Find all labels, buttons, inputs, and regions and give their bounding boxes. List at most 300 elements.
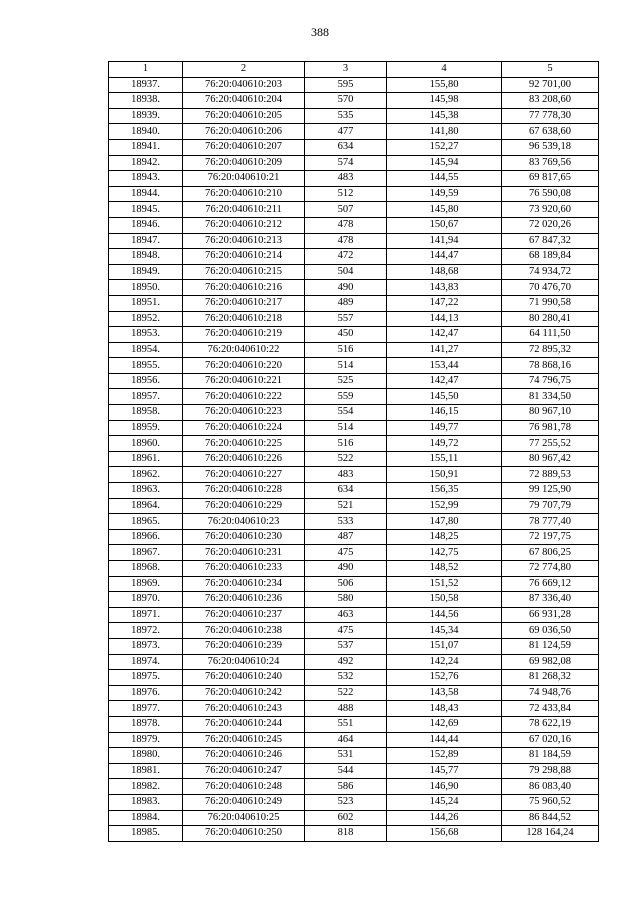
cadastral-number-cell: 76:20:040610:242 [183,685,305,701]
row-number-cell: 18946. [109,217,183,233]
cadastral-number-cell: 76:20:040610:233 [183,561,305,577]
rate-cell: 143,83 [387,280,502,296]
cadastral-number-cell: 76:20:040610:210 [183,186,305,202]
row-number-cell: 18951. [109,295,183,311]
rate-cell: 144,47 [387,249,502,265]
area-cell: 506 [305,576,387,592]
rate-cell: 145,34 [387,623,502,639]
cadastral-number-cell: 76:20:040610:23 [183,514,305,530]
cadastral-number-cell: 76:20:040610:204 [183,93,305,109]
rate-cell: 142,75 [387,545,502,561]
table-row [109,389,599,405]
row-number-cell: 18947. [109,233,183,249]
value-cell: 72 020,26 [502,217,599,233]
cadastral-number-cell: 76:20:040610:24 [183,654,305,670]
rate-cell: 150,67 [387,217,502,233]
value-cell: 77 778,30 [502,108,599,124]
table-row [109,155,599,171]
cadastral-number-cell: 76:20:040610:249 [183,794,305,810]
value-cell: 78 622,19 [502,716,599,732]
row-number-cell: 18949. [109,264,183,280]
table-row [109,467,599,483]
rate-cell: 144,56 [387,607,502,623]
row-number-cell: 18970. [109,592,183,608]
page-number: 388 [311,25,329,39]
area-cell: 537 [305,638,387,654]
value-cell: 72 889,53 [502,467,599,483]
rate-cell: 152,89 [387,748,502,764]
cadastral-number-cell: 76:20:040610:224 [183,420,305,436]
value-cell: 68 189,84 [502,249,599,265]
cadastral-number-cell: 76:20:040610:228 [183,483,305,499]
value-cell: 66 931,28 [502,607,599,623]
value-cell: 92 701,00 [502,77,599,93]
rate-cell: 141,27 [387,342,502,358]
area-cell: 507 [305,202,387,218]
rate-cell: 155,80 [387,77,502,93]
value-cell: 77 255,52 [502,436,599,452]
value-cell: 72 433,84 [502,701,599,717]
rate-cell: 145,80 [387,202,502,218]
area-cell: 492 [305,654,387,670]
table-row [109,670,599,686]
table-row [109,748,599,764]
value-cell: 86 083,40 [502,779,599,795]
rate-cell: 145,94 [387,155,502,171]
table-row [109,638,599,654]
area-cell: 544 [305,763,387,779]
row-number-cell: 18940. [109,124,183,140]
rate-cell: 142,47 [387,373,502,389]
table-row [109,451,599,467]
rate-cell: 144,44 [387,732,502,748]
table-row [109,171,599,187]
table-header [109,62,599,78]
area-cell: 532 [305,670,387,686]
row-number-cell: 18975. [109,670,183,686]
table-row [109,794,599,810]
value-cell: 69 036,50 [502,623,599,639]
cadastral-number-cell: 76:20:040610:250 [183,826,305,842]
area-cell: 595 [305,77,387,93]
column-header-1: 1 [109,62,183,78]
rate-cell: 142,69 [387,716,502,732]
area-cell: 586 [305,779,387,795]
table-row [109,763,599,779]
cadastral-number-cell: 76:20:040610:225 [183,436,305,452]
rate-cell: 144,55 [387,171,502,187]
area-cell: 551 [305,716,387,732]
row-number-cell: 18966. [109,529,183,545]
table-row [109,420,599,436]
row-number-cell: 18977. [109,701,183,717]
rate-cell: 152,27 [387,139,502,155]
rate-cell: 146,15 [387,405,502,421]
row-number-cell: 18956. [109,373,183,389]
area-cell: 490 [305,561,387,577]
row-number-cell: 18937. [109,77,183,93]
value-cell: 81 334,50 [502,389,599,405]
row-number-cell: 18980. [109,748,183,764]
area-cell: 512 [305,186,387,202]
row-number-cell: 18962. [109,467,183,483]
area-cell: 475 [305,623,387,639]
rate-cell: 142,47 [387,327,502,343]
value-cell: 76 981,78 [502,420,599,436]
rate-cell: 145,38 [387,108,502,124]
table-row [109,826,599,842]
value-cell: 81 184,59 [502,748,599,764]
rate-cell: 148,25 [387,529,502,545]
value-cell: 79 707,79 [502,498,599,514]
table-row [109,139,599,155]
row-number-cell: 18978. [109,716,183,732]
area-cell: 489 [305,295,387,311]
cadastral-number-cell: 76:20:040610:205 [183,108,305,124]
rate-cell: 155,11 [387,451,502,467]
value-cell: 78 777,40 [502,514,599,530]
cadastral-number-cell: 76:20:040610:240 [183,670,305,686]
row-number-cell: 18985. [109,826,183,842]
rate-cell: 142,24 [387,654,502,670]
cadastral-number-cell: 76:20:040610:223 [183,405,305,421]
table-row [109,373,599,389]
area-cell: 516 [305,436,387,452]
cadastral-number-cell: 76:20:040610:239 [183,638,305,654]
area-cell: 557 [305,311,387,327]
rate-cell: 149,77 [387,420,502,436]
table-row [109,327,599,343]
rate-cell: 152,76 [387,670,502,686]
table-row [109,202,599,218]
rate-cell: 145,24 [387,794,502,810]
area-cell: 450 [305,327,387,343]
table-row [109,249,599,265]
area-cell: 559 [305,389,387,405]
rate-cell: 141,94 [387,233,502,249]
row-number-cell: 18974. [109,654,183,670]
value-cell: 69 817,65 [502,171,599,187]
area-cell: 487 [305,529,387,545]
row-number-cell: 18984. [109,810,183,826]
table-row [109,545,599,561]
area-cell: 818 [305,826,387,842]
rate-cell: 147,80 [387,514,502,530]
rate-cell: 145,98 [387,93,502,109]
cadastral-number-cell: 76:20:040610:206 [183,124,305,140]
area-cell: 535 [305,108,387,124]
rate-cell: 145,77 [387,763,502,779]
row-number-cell: 18954. [109,342,183,358]
table-row [109,732,599,748]
table-row [109,311,599,327]
table-row [109,716,599,732]
row-number-cell: 18968. [109,561,183,577]
rate-cell: 147,22 [387,295,502,311]
area-cell: 634 [305,483,387,499]
area-cell: 522 [305,451,387,467]
area-cell: 475 [305,545,387,561]
table-row [109,607,599,623]
value-cell: 74 948,76 [502,685,599,701]
row-number-cell: 18981. [109,763,183,779]
cadastral-number-cell: 76:20:040610:217 [183,295,305,311]
value-cell: 99 125,90 [502,483,599,499]
area-cell: 477 [305,124,387,140]
rate-cell: 148,43 [387,701,502,717]
value-cell: 72 895,32 [502,342,599,358]
cadastral-number-cell: 76:20:040610:221 [183,373,305,389]
value-cell: 128 164,24 [502,826,599,842]
area-cell: 521 [305,498,387,514]
cadastral-number-cell: 76:20:040610:238 [183,623,305,639]
value-cell: 70 476,70 [502,280,599,296]
table-row [109,529,599,545]
area-cell: 634 [305,139,387,155]
table-row [109,701,599,717]
row-number-cell: 18939. [109,108,183,124]
table-row [109,810,599,826]
rate-cell: 143,58 [387,685,502,701]
cadastral-number-cell: 76:20:040610:230 [183,529,305,545]
column-header-4: 4 [387,62,502,78]
table-row [109,483,599,499]
row-number-cell: 18961. [109,451,183,467]
cadastral-number-cell: 76:20:040610:213 [183,233,305,249]
rate-cell: 149,72 [387,436,502,452]
area-cell: 478 [305,233,387,249]
row-number-cell: 18948. [109,249,183,265]
value-cell: 71 990,58 [502,295,599,311]
cadastral-number-cell: 76:20:040610:212 [183,217,305,233]
cadastral-number-cell: 76:20:040610:203 [183,77,305,93]
rate-cell: 145,50 [387,389,502,405]
table-row [109,654,599,670]
row-number-cell: 18979. [109,732,183,748]
value-cell: 64 111,50 [502,327,599,343]
area-cell: 483 [305,171,387,187]
table-row [109,779,599,795]
value-cell: 69 982,08 [502,654,599,670]
row-number-cell: 18958. [109,405,183,421]
rate-cell: 141,80 [387,124,502,140]
row-number-cell: 18943. [109,171,183,187]
value-cell: 83 769,56 [502,155,599,171]
cadastral-number-cell: 76:20:040610:247 [183,763,305,779]
cadastral-number-cell: 76:20:040610:234 [183,576,305,592]
rate-cell: 150,58 [387,592,502,608]
column-header-3: 3 [305,62,387,78]
row-number-cell: 18964. [109,498,183,514]
table-row [109,108,599,124]
row-number-cell: 18960. [109,436,183,452]
cadastral-number-cell: 76:20:040610:244 [183,716,305,732]
table-row [109,576,599,592]
area-cell: 464 [305,732,387,748]
table-row [109,93,599,109]
area-cell: 531 [305,748,387,764]
value-cell: 80 280,41 [502,311,599,327]
area-cell: 523 [305,794,387,810]
row-number-cell: 18952. [109,311,183,327]
rate-cell: 151,52 [387,576,502,592]
row-number-cell: 18982. [109,779,183,795]
table-row [109,498,599,514]
row-number-cell: 18942. [109,155,183,171]
area-cell: 554 [305,405,387,421]
row-number-cell: 18969. [109,576,183,592]
rate-cell: 151,07 [387,638,502,654]
cadastral-number-cell: 76:20:040610:21 [183,171,305,187]
table-row [109,295,599,311]
table-row [109,217,599,233]
area-cell: 570 [305,93,387,109]
area-cell: 490 [305,280,387,296]
table-row [109,561,599,577]
cadastral-number-cell: 76:20:040610:22 [183,342,305,358]
cadastral-number-cell: 76:20:040610:219 [183,327,305,343]
row-number-cell: 18944. [109,186,183,202]
value-cell: 80 967,10 [502,405,599,421]
value-cell: 72 197,75 [502,529,599,545]
cadastral-number-cell: 76:20:040610:25 [183,810,305,826]
area-cell: 522 [305,685,387,701]
value-cell: 75 960,52 [502,794,599,810]
value-cell: 73 920,60 [502,202,599,218]
area-cell: 472 [305,249,387,265]
rate-cell: 156,35 [387,483,502,499]
value-cell: 80 967,42 [502,451,599,467]
rate-cell: 153,44 [387,358,502,374]
row-number-cell: 18967. [109,545,183,561]
rate-cell: 152,99 [387,498,502,514]
value-cell: 86 844,52 [502,810,599,826]
area-cell: 525 [305,373,387,389]
row-number-cell: 18938. [109,93,183,109]
value-cell: 87 336,40 [502,592,599,608]
table-row [109,436,599,452]
row-number-cell: 18973. [109,638,183,654]
rate-cell: 146,90 [387,779,502,795]
table-row [109,233,599,249]
rate-cell: 144,26 [387,810,502,826]
value-cell: 78 868,16 [502,358,599,374]
table-row [109,592,599,608]
value-cell: 67 847,32 [502,233,599,249]
row-number-cell: 18972. [109,623,183,639]
area-cell: 514 [305,358,387,374]
cadastral-number-cell: 76:20:040610:226 [183,451,305,467]
cadastral-number-cell: 76:20:040610:236 [183,592,305,608]
rate-cell: 149,59 [387,186,502,202]
cadastral-number-cell: 76:20:040610:229 [183,498,305,514]
rate-cell: 156,68 [387,826,502,842]
value-cell: 96 539,18 [502,139,599,155]
row-number-cell: 18959. [109,420,183,436]
cadastral-number-cell: 76:20:040610:215 [183,264,305,280]
value-cell: 81 124,59 [502,638,599,654]
area-cell: 463 [305,607,387,623]
row-number-cell: 18965. [109,514,183,530]
table-row [109,124,599,140]
table-row [109,264,599,280]
cadastral-number-cell: 76:20:040610:227 [183,467,305,483]
area-cell: 483 [305,467,387,483]
rate-cell: 144,13 [387,311,502,327]
table-row [109,280,599,296]
row-number-cell: 18941. [109,139,183,155]
row-number-cell: 18957. [109,389,183,405]
rate-cell: 150,91 [387,467,502,483]
value-cell: 72 774,80 [502,561,599,577]
row-number-cell: 18983. [109,794,183,810]
value-cell: 74 796,75 [502,373,599,389]
area-cell: 516 [305,342,387,358]
cadastral-number-cell: 76:20:040610:214 [183,249,305,265]
table-row [109,77,599,93]
row-number-cell: 18963. [109,483,183,499]
value-cell: 83 208,60 [502,93,599,109]
data-table [108,61,599,842]
cadastral-number-cell: 76:20:040610:231 [183,545,305,561]
value-cell: 76 590,08 [502,186,599,202]
table-row [109,342,599,358]
table-row [109,685,599,701]
row-number-cell: 18955. [109,358,183,374]
value-cell: 67 638,60 [502,124,599,140]
cadastral-number-cell: 76:20:040610:209 [183,155,305,171]
cadastral-number-cell: 76:20:040610:207 [183,139,305,155]
rate-cell: 148,68 [387,264,502,280]
table-row [109,514,599,530]
table-body [109,77,599,841]
area-cell: 514 [305,420,387,436]
area-cell: 602 [305,810,387,826]
table-row [109,186,599,202]
cadastral-number-cell: 76:20:040610:218 [183,311,305,327]
cadastral-number-cell: 76:20:040610:248 [183,779,305,795]
column-header-2: 2 [183,62,305,78]
value-cell: 76 669,12 [502,576,599,592]
rate-cell: 148,52 [387,561,502,577]
row-number-cell: 18950. [109,280,183,296]
area-cell: 533 [305,514,387,530]
cadastral-number-cell: 76:20:040610:245 [183,732,305,748]
value-cell: 74 934,72 [502,264,599,280]
header-row [109,62,599,78]
area-cell: 504 [305,264,387,280]
cadastral-number-cell: 76:20:040610:246 [183,748,305,764]
value-cell: 67 020,16 [502,732,599,748]
cadastral-number-cell: 76:20:040610:211 [183,202,305,218]
area-cell: 488 [305,701,387,717]
cadastral-number-cell: 76:20:040610:222 [183,389,305,405]
value-cell: 79 298,88 [502,763,599,779]
row-number-cell: 18953. [109,327,183,343]
row-number-cell: 18976. [109,685,183,701]
area-cell: 478 [305,217,387,233]
cadastral-number-cell: 76:20:040610:220 [183,358,305,374]
cadastral-number-cell: 76:20:040610:243 [183,701,305,717]
table-row [109,405,599,421]
row-number-cell: 18971. [109,607,183,623]
table-row [109,623,599,639]
cadastral-number-cell: 76:20:040610:216 [183,280,305,296]
area-cell: 580 [305,592,387,608]
row-number-cell: 18945. [109,202,183,218]
value-cell: 67 806,25 [502,545,599,561]
column-header-5: 5 [502,62,599,78]
